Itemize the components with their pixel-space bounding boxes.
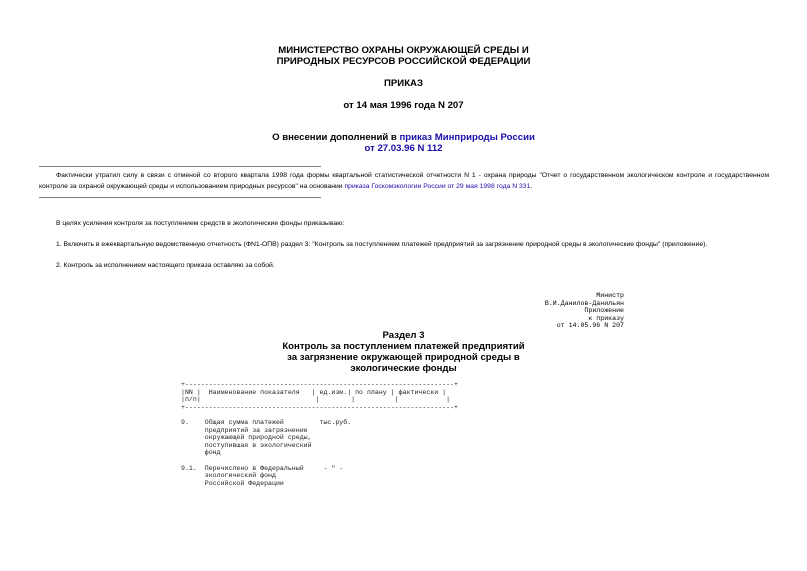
document-type: ПРИКАЗ <box>384 78 423 89</box>
section-heading-line1: Контроль за поступлением платежей предприятий <box>282 341 525 352</box>
ministry-name-line1: МИНИСТЕРСТВО ОХРАНЫ ОКРУЖАЮЩЕЙ СРЕДЫ И <box>278 45 529 56</box>
signature-name: В.И.Данилов-Данильян <box>544 299 624 307</box>
subject-link-date[interactable]: от 27.03.96 N 112 <box>364 143 443 154</box>
note-top-divider <box>39 166 321 167</box>
appendix-label: Приложение <box>584 307 624 315</box>
subject-prefix: О внесении дополнений в <box>272 132 400 143</box>
signature-title: Министр <box>596 292 624 299</box>
signature-block <box>545 292 624 330</box>
document-subject <box>0 132 807 143</box>
section-heading-line2: за загрязнение окружающей природной среды в <box>287 352 520 363</box>
order-item-1: 1. Включить в ежеквартальную ведомственную отчетность (ФN1-ОПВ) раздел 3: "Контроль за поступлением платежей предприятий за загрязнение природной среды в экологические фонды" (приложение). <box>56 241 708 248</box>
appendix-ref: к приказу <box>588 314 624 322</box>
document-subject-line2 <box>0 143 807 154</box>
status-note <box>39 170 769 192</box>
section-heading-line3: экологические фонды <box>350 363 457 374</box>
intro-paragraph: В целях усиления контроля за поступлением средств в экологические фонды приказываю: <box>56 220 345 227</box>
status-note-text: Фактически утратил силу в связи с отменой со второго квартала 1998 года формы квартальной статистической отчетности N 1 - охрана природы "Отчет о государственном экологическом контроле и государственном контроле за охраной окружающей среды и использованием природных ресурсов" на основании <box>39 172 769 190</box>
subject-link[interactable]: приказ Минприроды России <box>399 132 535 143</box>
document-date-number: от 14 мая 1996 года N 207 <box>343 100 464 111</box>
ministry-name-line2: ПРИРОДНЫХ РЕСУРСОВ РОССИЙСКОЙ ФЕДЕРАЦИИ <box>276 56 531 67</box>
section-title: Раздел 3 <box>382 330 425 341</box>
note-bottom-divider <box>39 197 321 198</box>
status-note-link[interactable]: приказа Госкомэкологии России от 29 мая 1998 года N 331 <box>344 183 531 190</box>
appendix-date: от 14.05.96 N 207 <box>556 322 624 330</box>
report-table: +--------------------------------------------------------------------+ |NN | Наименование показателя | ед.изм.| по плану | фактически | |п/п| | | | | +--------------------------------------------------------------------+ 9. Общая сумма платежей тыс.руб. предприятий за загрязнение окружающей природной среды, поступившая в экологический фонд 9.1. Перечислено в Федеральный - " - экологический фонд Российской Федерации <box>181 381 458 487</box>
status-note-end: . <box>530 183 533 190</box>
order-item-2: 2. Контроль за исполнением настоящего приказа оставляю за собой. <box>56 262 275 269</box>
